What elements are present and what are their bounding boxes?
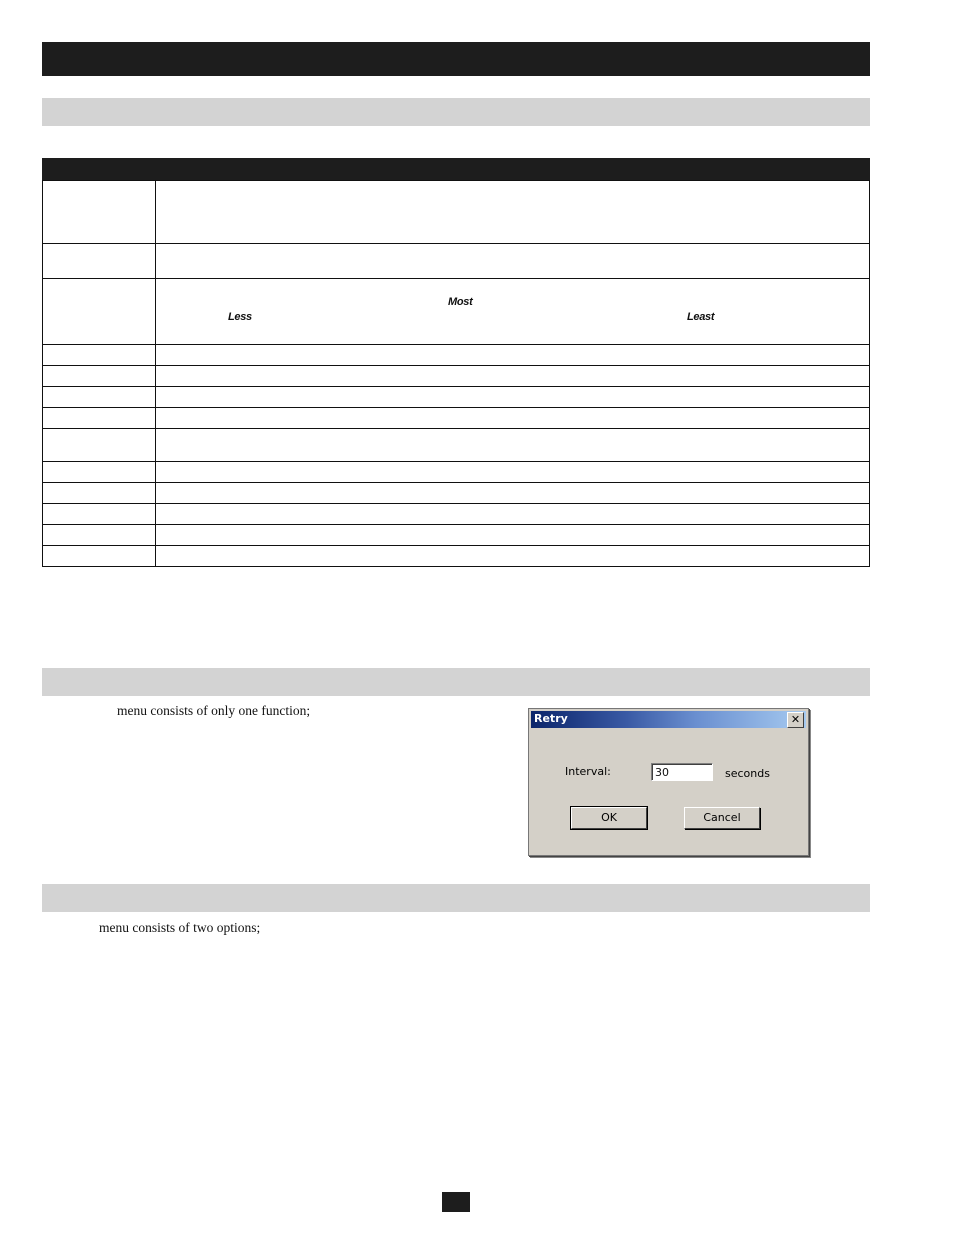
dialog-title: Retry	[534, 712, 568, 725]
seconds-label: seconds	[725, 767, 770, 780]
cancel-button[interactable]: Cancel	[684, 807, 760, 829]
table-row	[43, 525, 870, 546]
chapter-title-bar	[42, 42, 870, 76]
interval-label: Interval:	[565, 765, 611, 778]
dialog-titlebar[interactable]	[531, 711, 806, 728]
settings-table	[42, 158, 870, 567]
close-icon: ✕	[790, 713, 801, 726]
retry-section-header	[42, 668, 870, 696]
retry-menu-description: menu consists of only one function;	[117, 703, 311, 718]
table-row	[43, 345, 870, 366]
table-row	[43, 462, 870, 483]
table-row	[43, 429, 870, 462]
page-number-box	[442, 1192, 470, 1212]
emphasis-most: Most	[448, 296, 473, 308]
table-row	[43, 408, 870, 429]
table-row	[43, 181, 870, 244]
close-button[interactable]	[787, 712, 804, 728]
table-row	[43, 483, 870, 504]
table-row	[43, 504, 870, 525]
emphasis-least: Least	[687, 311, 715, 323]
table-body	[42, 180, 870, 567]
interval-input[interactable]: 30	[651, 763, 713, 781]
options-section-header	[42, 884, 870, 912]
ok-button[interactable]: OK	[571, 807, 647, 829]
table-row	[43, 244, 870, 279]
section-header-bar	[42, 98, 870, 126]
table-row	[43, 279, 870, 345]
table-header-row	[42, 158, 870, 180]
retry-dialog	[528, 708, 809, 856]
options-menu-description: menu consists of two options;	[99, 920, 261, 935]
emphasis-less: Less	[228, 311, 252, 323]
table-row	[43, 387, 870, 408]
table-row	[43, 366, 870, 387]
table-row	[43, 546, 870, 567]
